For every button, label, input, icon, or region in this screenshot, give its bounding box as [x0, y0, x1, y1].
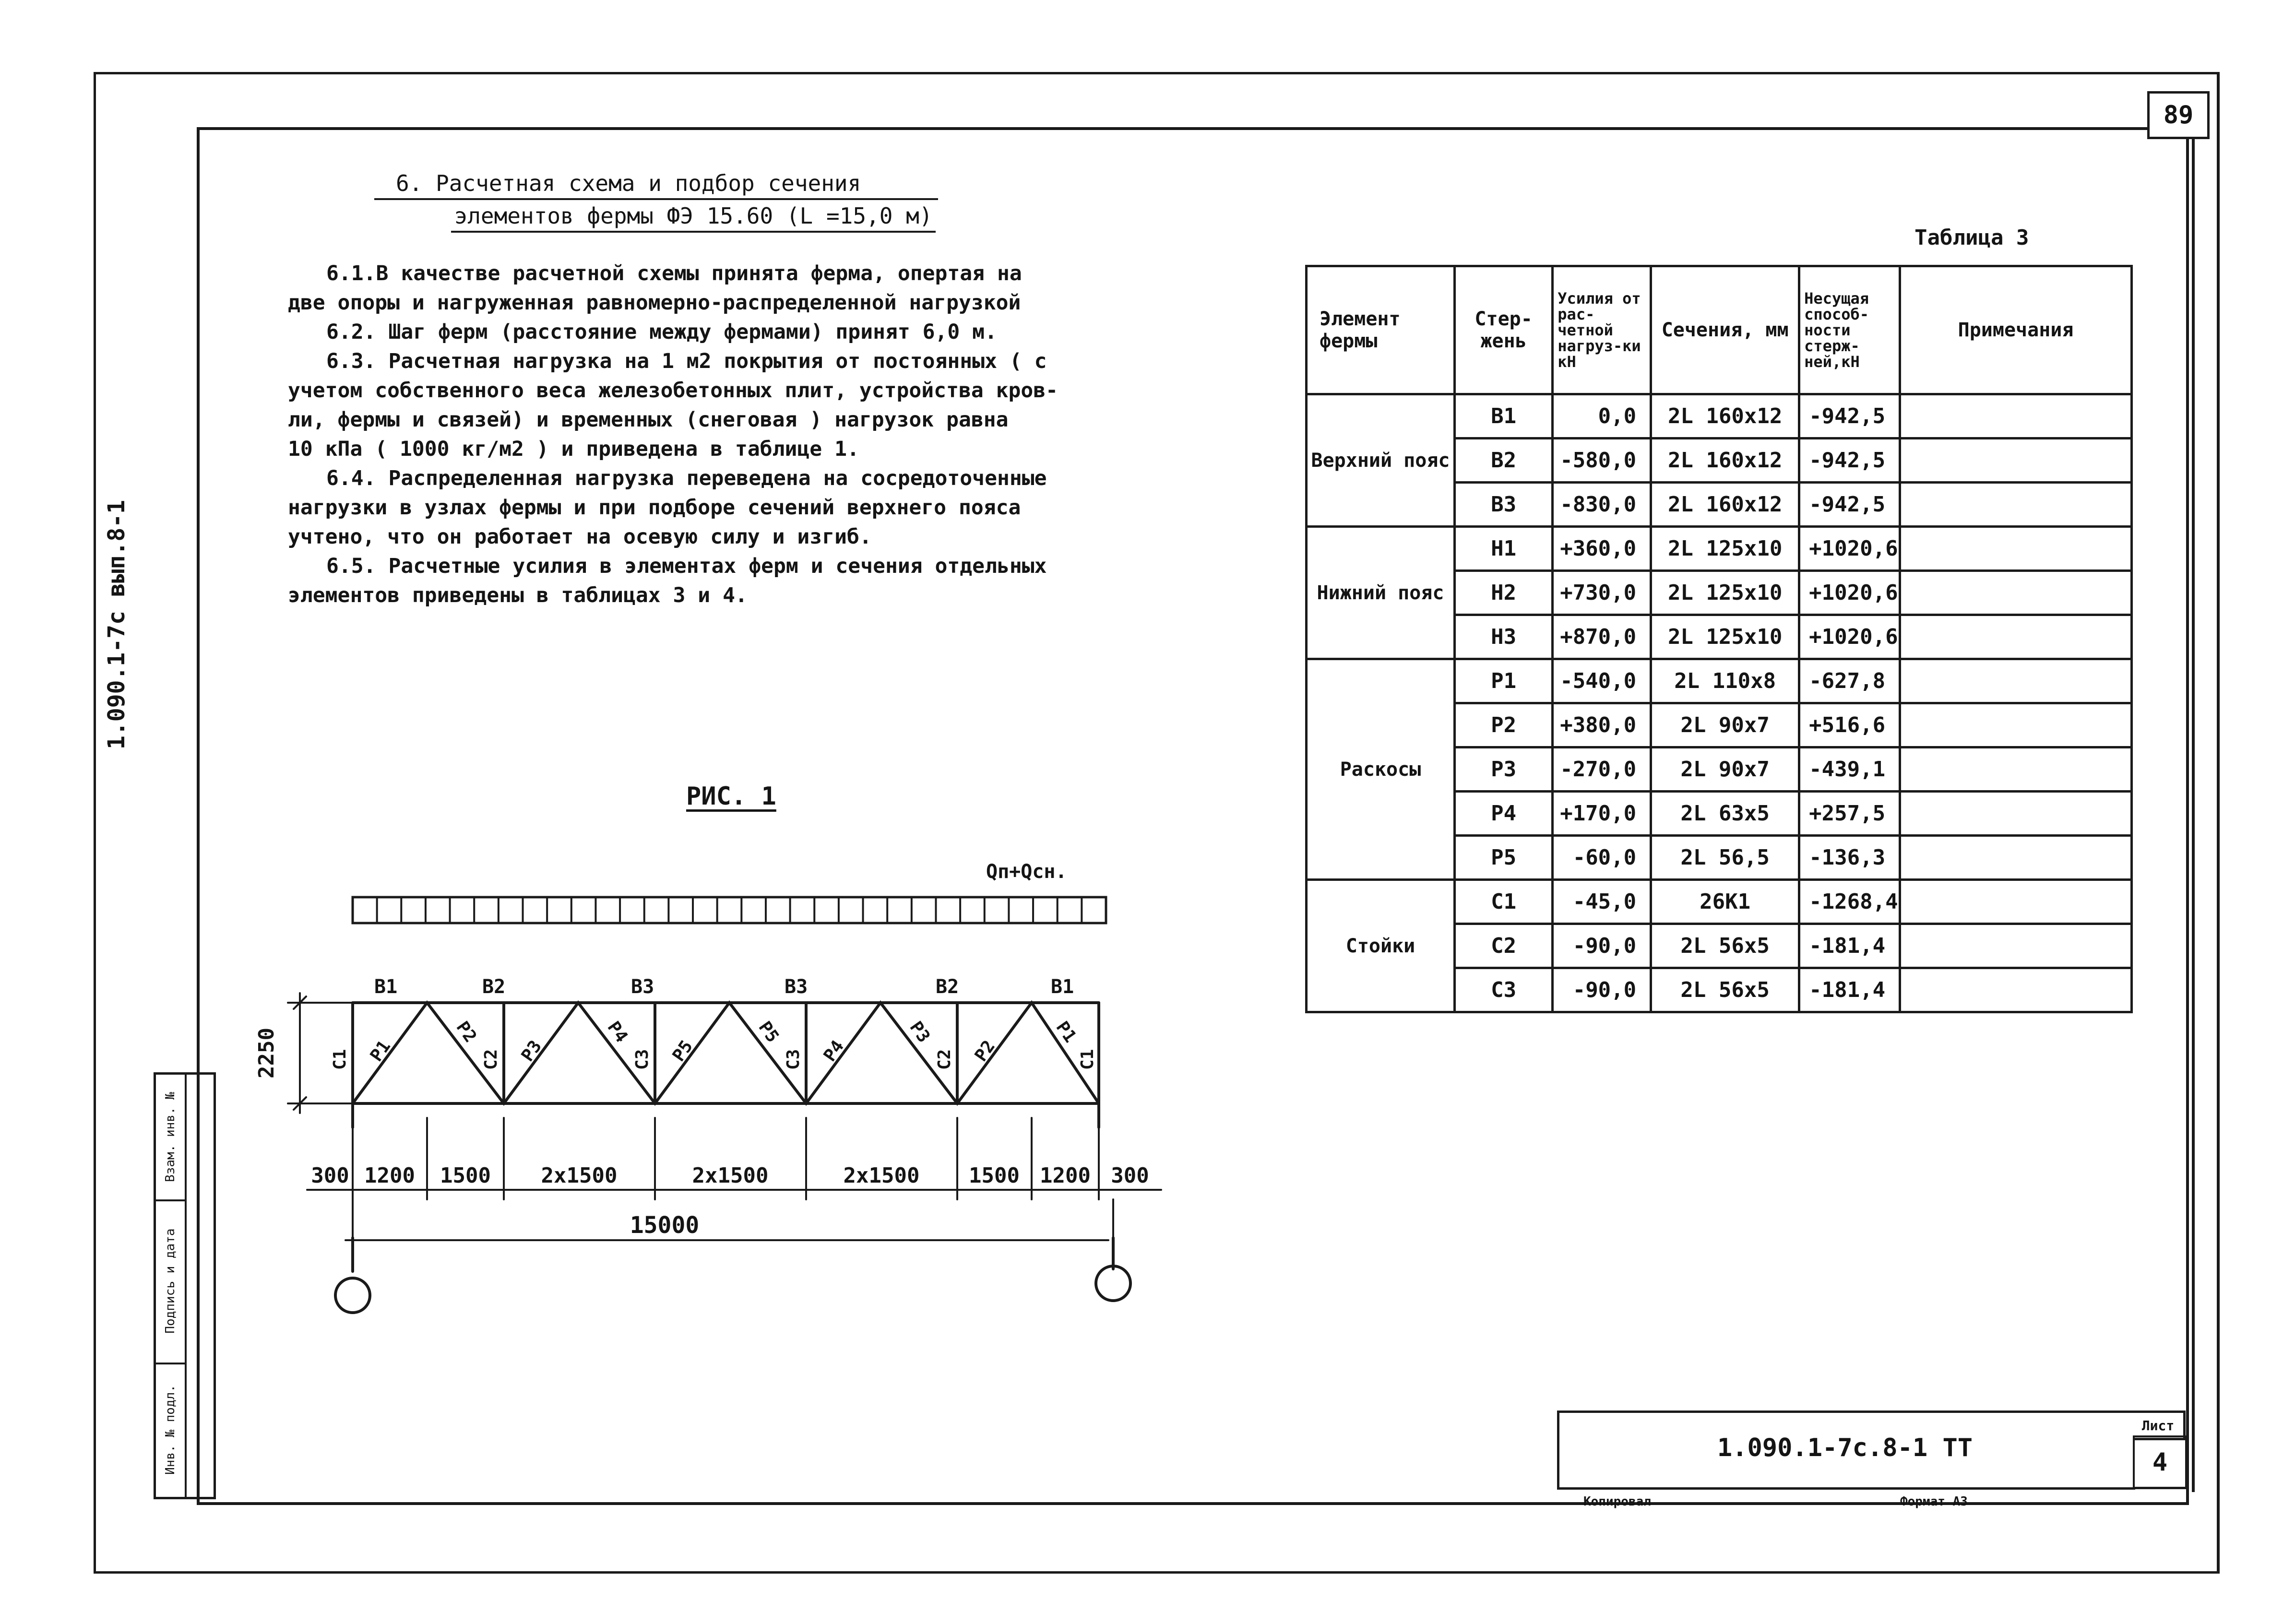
section-cell: 2L 160х12: [1651, 483, 1799, 527]
support-right: [1096, 1266, 1130, 1301]
dim-label: 2х1500: [843, 1163, 920, 1188]
top-label: В3: [785, 976, 808, 998]
section-cell: 2L 90х7: [1651, 703, 1799, 747]
dim-label: 1200: [1040, 1163, 1091, 1188]
section-cell: 2L 56х5: [1651, 968, 1799, 1012]
force-cell: -60,0: [1553, 836, 1651, 880]
dim-label: 2х1500: [692, 1163, 769, 1188]
table-row: [1307, 394, 2132, 439]
notes-cell: [1900, 394, 2132, 439]
section-cell: 2L 125х10: [1651, 615, 1799, 659]
force-cell: +730,0: [1553, 571, 1651, 615]
footer-copied: Копировал: [1583, 1494, 1651, 1509]
notes-cell: [1900, 924, 2132, 968]
span-label: 15000: [630, 1212, 700, 1239]
force-cell: +360,0: [1553, 527, 1651, 571]
text-line: 6.2. Шаг ферм (расстояние между фермами) принят 6,0 м.: [326, 320, 997, 344]
section-cell: 2L 56х5: [1651, 924, 1799, 968]
text-line: нагрузки в узлах фермы и при подборе сечений верхнего пояса: [288, 496, 1021, 520]
notes-cell: [1900, 615, 2132, 659]
capacity-cell: -181,4: [1799, 924, 1900, 968]
notes-cell: [1900, 880, 2132, 924]
member-label: Р4: [603, 1018, 632, 1046]
dim-label: 1500: [440, 1163, 491, 1188]
bar-cell: Р3: [1455, 747, 1553, 792]
section-cell: 2L 125х10: [1651, 527, 1799, 571]
force-cell: +870,0: [1553, 615, 1651, 659]
bar-cell: С3: [1455, 968, 1553, 1012]
section-cell: 2L 63х5: [1651, 792, 1799, 836]
section-cell: 2L 125х10: [1651, 571, 1799, 615]
notes-cell: [1900, 836, 2132, 880]
top-label: В3: [631, 976, 654, 998]
bar-cell: Р5: [1455, 836, 1553, 880]
dim-label: 300: [311, 1163, 349, 1188]
group-name: Нижний пояс: [1307, 527, 1455, 659]
member-label: Р1: [366, 1037, 395, 1066]
section-cell: 2L 160х12: [1651, 394, 1799, 439]
sheet-number: 4: [2133, 1435, 2188, 1489]
load-label: Qп+Qсн.: [986, 861, 1067, 883]
notes-cell: [1900, 527, 2132, 571]
member-label: С1: [330, 1049, 350, 1070]
bar-cell: С1: [1455, 880, 1553, 924]
force-cell: -45,0: [1553, 880, 1651, 924]
top-label: В1: [1051, 976, 1074, 998]
dim-label: 1200: [364, 1163, 415, 1188]
member-label: Р5: [754, 1018, 783, 1046]
header-capacity: Несущая способ-ности стерж-ней,кН: [1799, 266, 1900, 394]
force-cell: -270,0: [1553, 747, 1651, 792]
force-cell: -90,0: [1553, 968, 1651, 1012]
text-line: учетом собственного веса железобетонных плит, устройства кров-: [288, 379, 1058, 403]
text-line: ли, фермы и связей) и временных (снеговая ) нагрузок равна: [288, 408, 1009, 432]
dim-label: 2х1500: [541, 1163, 618, 1188]
text-line: две опоры и нагруженная равномерно-распределенной нагрузкой: [288, 291, 1021, 315]
member-label: Р4: [820, 1037, 848, 1066]
heading-line-2: элементов фермы ФЭ 15.60 (L =15,0 м): [451, 200, 936, 233]
header-notes: Примечания: [1900, 266, 2132, 394]
member-label: Р2: [971, 1037, 999, 1066]
section-cell: 26К1: [1651, 880, 1799, 924]
capacity-cell: -627,8: [1799, 659, 1900, 703]
forces-table: [1305, 265, 2133, 1013]
header-element: Элемент фермы: [1307, 266, 1455, 394]
table-row: [1307, 880, 2132, 924]
capacity-cell: +516,6: [1799, 703, 1900, 747]
side-document-code: 1.090.1-7с вып.8-1: [103, 499, 130, 750]
footer-format: Формат А3: [1900, 1494, 1968, 1509]
member-label: С3: [784, 1049, 803, 1070]
document-code: 1.090.1-7с.8-1 ТТ: [1717, 1433, 1973, 1462]
bar-cell: Р4: [1455, 792, 1553, 836]
capacity-cell: +1020,6: [1799, 571, 1900, 615]
header-section: Сечения, мм: [1651, 266, 1799, 394]
height-dim-label: 2250: [254, 1028, 279, 1079]
capacity-cell: -942,5: [1799, 394, 1900, 439]
table-caption: Таблица 3: [1914, 225, 2029, 250]
stamp-label-original-inv: Инв. № подл.: [163, 1385, 178, 1475]
header-bar: Стер-жень: [1455, 266, 1553, 394]
capacity-cell: -439,1: [1799, 747, 1900, 792]
capacity-cell: +1020,6: [1799, 615, 1900, 659]
member-label: С1: [1078, 1049, 1097, 1070]
member-label: С2: [481, 1049, 501, 1070]
capacity-cell: -942,5: [1799, 483, 1900, 527]
member-label: С2: [935, 1049, 954, 1070]
force-cell: 0,0: [1553, 394, 1651, 439]
section-cell: 2L 90х7: [1651, 747, 1799, 792]
bar-cell: В3: [1455, 483, 1553, 527]
heading-line-1: 6. Расчетная схема и подбор сечения: [374, 170, 938, 200]
force-cell: -90,0: [1553, 924, 1651, 968]
stamp-label-signature-date: Подпись и дата: [163, 1228, 178, 1334]
stamp-label-replaced-inv: Взам. инв. №: [163, 1092, 178, 1182]
bar-cell: Н1: [1455, 527, 1553, 571]
top-label: В2: [482, 976, 506, 998]
force-cell: -580,0: [1553, 439, 1651, 483]
member-label: Р1: [1052, 1018, 1081, 1046]
capacity-cell: -181,4: [1799, 968, 1900, 1012]
text-line: 10 кПа ( 1000 кг/м2 ) и приведена в таблице 1.: [288, 437, 859, 461]
top-label: В1: [374, 976, 398, 998]
bar-cell: С2: [1455, 924, 1553, 968]
text-line: 6.3. Расчетная нагрузка на 1 м2 покрытия от постоянных ( с: [326, 349, 1047, 373]
bar-cell: В1: [1455, 394, 1553, 439]
capacity-cell: +1020,6: [1799, 527, 1900, 571]
notes-cell: [1900, 703, 2132, 747]
member-label: Р3: [905, 1018, 934, 1046]
section-cell: 2L 56,5: [1651, 836, 1799, 880]
text-line: 6.5. Расчетные усилия в элементах ферм и сечения отдельных: [326, 554, 1047, 578]
capacity-cell: +257,5: [1799, 792, 1900, 836]
page-number: 89: [2147, 91, 2210, 139]
force-cell: +170,0: [1553, 792, 1651, 836]
member-label: Р2: [452, 1018, 481, 1046]
table-header-row: [1307, 266, 2132, 394]
notes-cell: [1900, 483, 2132, 527]
notes-cell: [1900, 792, 2132, 836]
notes-cell: [1900, 571, 2132, 615]
force-cell: -830,0: [1553, 483, 1651, 527]
member-label: С3: [632, 1049, 652, 1070]
bar-cell: Р1: [1455, 659, 1553, 703]
support-left: [335, 1278, 370, 1313]
member-label: Р5: [668, 1037, 697, 1066]
bar-cell: Н2: [1455, 571, 1553, 615]
dim-label: 1500: [969, 1163, 1020, 1188]
table-row: [1307, 659, 2132, 703]
notes-cell: [1900, 659, 2132, 703]
capacity-cell: -136,3: [1799, 836, 1900, 880]
top-label: В2: [936, 976, 959, 998]
table-row: [1307, 527, 2132, 571]
bar-cell: Н3: [1455, 615, 1553, 659]
bar-cell: В2: [1455, 439, 1553, 483]
force-cell: +380,0: [1553, 703, 1651, 747]
figure-label: РИС. 1: [686, 782, 776, 811]
notes-cell: [1900, 439, 2132, 483]
group-name: Верхний пояс: [1307, 394, 1455, 527]
text-line: 6.1.В качестве расчетной схемы принята ферма, опертая на: [326, 261, 1022, 285]
distributed-load-bar: [353, 897, 1106, 923]
text-line: учтено, что он работает на осевую силу и изгиб.: [288, 525, 872, 549]
dim-label: 300: [1111, 1163, 1149, 1188]
capacity-cell: -942,5: [1799, 439, 1900, 483]
capacity-cell: -1268,4: [1799, 880, 1900, 924]
group-name: Раскосы: [1307, 659, 1455, 880]
sheet-label: Лист: [2133, 1411, 2186, 1440]
text-line: элементов приведены в таблицах 3 и 4.: [288, 583, 748, 607]
section-cell: 2L 110х8: [1651, 659, 1799, 703]
bar-cell: Р2: [1455, 703, 1553, 747]
section-cell: 2L 160х12: [1651, 439, 1799, 483]
header-force: Усилия от рас-четной нагруз-ки кН: [1553, 266, 1651, 394]
span-dimension: [345, 1199, 1113, 1267]
supports: [335, 1238, 1130, 1313]
notes-cell: [1900, 747, 2132, 792]
load-ticks: [377, 897, 1082, 923]
force-cell: -540,0: [1553, 659, 1651, 703]
member-label: Р3: [517, 1037, 546, 1066]
text-line: 6.4. Распределенная нагрузка переведена на сосредоточенные: [326, 466, 1047, 490]
group-name: Стойки: [1307, 880, 1455, 1012]
notes-cell: [1900, 968, 2132, 1012]
